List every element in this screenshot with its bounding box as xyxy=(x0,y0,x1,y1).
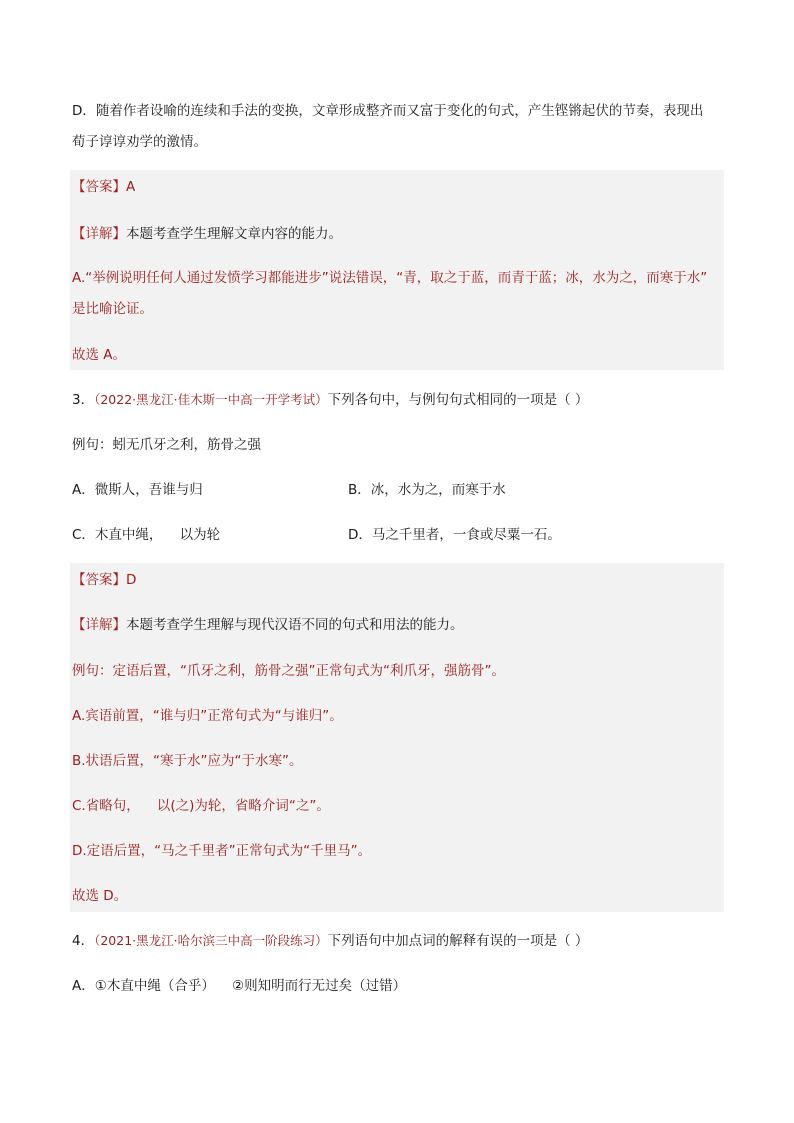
question-4-option-a: A．①木直中绳（合乎） ②则知明而行无过矣（过错） xyxy=(72,978,407,994)
answer-value: A xyxy=(126,179,136,195)
option-b: B．冰，水为之，而寒于水 xyxy=(348,482,506,498)
question-source: （2022·黑龙江·佳木斯一中高一开学考试） xyxy=(94,392,328,407)
option-d: D．马之千里者，一食或尽粟一石。 xyxy=(348,527,561,543)
answer-label: 【答案】 xyxy=(72,179,126,195)
analysis-c: C.省略句， 以(之)为轮，省略介词“之”。 xyxy=(72,798,330,814)
question-text: 下列各句中，与例句句式相同的一项是（ ） xyxy=(327,392,589,408)
choose-line-prev: 故选 A。 xyxy=(72,347,127,363)
question-number: 4． xyxy=(72,933,95,949)
question-source: （2021·黑龙江·哈尔滨三中高一阶段练习） xyxy=(94,933,328,948)
analysis-a-line1: A.“举例说明任何人通过发愤学习都能进步”说法错误，“青，取之于蓝，而青于蓝；冰，水为之，而寒于水” xyxy=(72,270,708,286)
detail-label: 【详解】 xyxy=(72,617,126,633)
detail-label: 【详解】 xyxy=(72,226,126,242)
answer-line-prev xyxy=(72,177,724,197)
detail-line-q3 xyxy=(72,615,724,635)
example-sentence: 例句：蚓无爪牙之利，筋骨之强 xyxy=(72,437,261,453)
question-3-stem xyxy=(72,390,724,410)
question-text: 下列语句中加点词的解释有误的一项是（ ） xyxy=(327,933,589,949)
question-4-stem xyxy=(72,931,724,951)
answer-line-q3 xyxy=(72,570,724,590)
option-a: A．微斯人，吾谁与归 xyxy=(72,482,203,498)
option-d-text-line2: 荀子谆谆劝学的激情。 xyxy=(72,134,207,150)
analysis-example: 例句：定语后置，“爪牙之利，筋骨之强”正常句式为“利爪牙，强筋骨”。 xyxy=(72,663,505,679)
analysis-a: A.宾语前置，“谁与归”正常句式为“与谁归”。 xyxy=(72,708,343,724)
option-c: C．木直中绳， 以为轮 xyxy=(72,527,221,543)
detail-line-prev xyxy=(72,224,724,244)
analysis-a-line2: 是比喻论证。 xyxy=(72,301,153,317)
detail-text: 本题考查学生理解与现代汉语不同的句式和用法的能力。 xyxy=(126,617,464,633)
option-d-text-line1: D．随着作者设喻的连续和手法的变换，文章形成整齐而又富于变化的句式，产生铿锵起伏的节奏，表现出 xyxy=(72,103,704,119)
choose-line-q3: 故选 D。 xyxy=(72,888,128,904)
answer-label: 【答案】 xyxy=(72,572,126,588)
answer-value: D xyxy=(126,572,137,588)
question-number: 3． xyxy=(72,392,95,408)
analysis-b: B.状语后置，“寒于水”应为“于水寒”。 xyxy=(72,753,303,769)
analysis-d: D.定语后置，“马之千里者”正常句式为“千里马”。 xyxy=(72,843,372,859)
detail-text: 本题考查学生理解文章内容的能力。 xyxy=(126,226,342,242)
